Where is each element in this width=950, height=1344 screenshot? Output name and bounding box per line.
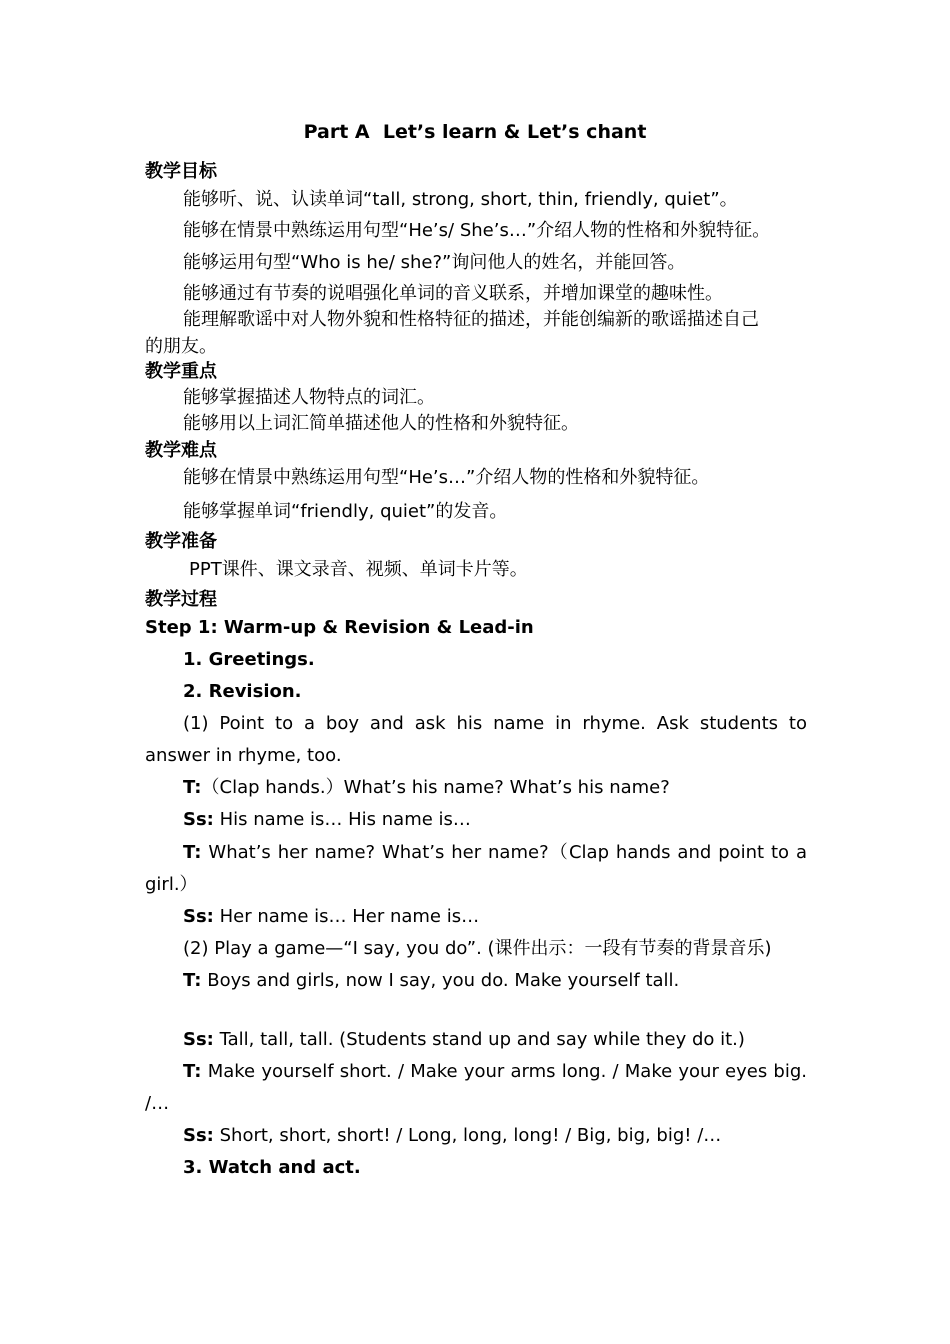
goal-item: 能够通过有节奏的说唱强化单词的音义联系，并增加课堂的趣味性。	[183, 283, 723, 304]
goal-item: 能理解歌谣中对人物外貌和性格特征的描述，并能创编新的歌谣描述自己	[183, 309, 759, 330]
speaker-label: Ss:	[183, 906, 214, 927]
dialogue-text: His name is… His name is…	[219, 809, 471, 830]
dialogue-text: Make yourself short. / Make your arms long. / Make your eyes big. /…	[145, 1061, 807, 1114]
revision-subheading: 2. Revision.	[183, 681, 302, 702]
difficulty-item: 能够掌握单词“friendly, quiet”的发音。	[183, 501, 508, 522]
difficulties-heading: 教学难点	[145, 440, 217, 461]
speaker-label: T:	[183, 1061, 202, 1082]
key-points-heading: 教学重点	[145, 361, 217, 382]
goals-heading: 教学目标	[145, 161, 217, 182]
step-1-heading: Step 1: Warm-up & Revision & Lead-in	[145, 617, 534, 638]
speaker-label: T:	[183, 842, 202, 863]
dialogue-line	[183, 969, 679, 993]
dialogue-text: （Clap hands.）What’s his name? What’s his name?	[201, 777, 670, 798]
dialogue-line	[183, 1124, 721, 1148]
key-point-item: 能够用以上词汇简单描述他人的性格和外貌特征。	[183, 413, 579, 434]
process-heading: 教学过程	[145, 589, 217, 610]
goal-item: 能够在情景中熟练运用句型“He’s/ She’s…”介绍人物的性格和外貌特征。	[183, 220, 771, 241]
dialogue-line	[183, 905, 479, 929]
dialogue-line-wrapped	[145, 837, 807, 901]
revision-paragraph-1: (1) Point to a boy and ask his name in rhyme. Ask students to answer in rhyme, too.	[145, 713, 807, 766]
game-paragraph: (2) Play a game—“I say, you do”. (课件出示：一段有节奏的背景音乐)	[183, 938, 772, 959]
dialogue-line	[183, 808, 471, 832]
watch-act-subheading: 3. Watch and act.	[183, 1157, 361, 1178]
dialogue-text: Short, short, short! / Long, long, long! / Big, big, big! /…	[219, 1125, 722, 1146]
greetings-subheading: 1. Greetings.	[183, 649, 315, 670]
goal-item: 能够运用句型“Who is he/ she?”询问他人的姓名，并能回答。	[183, 252, 686, 273]
dialogue-line-wrapped	[145, 1056, 807, 1120]
difficulty-item: 能够在情景中熟练运用句型“He’s…”介绍人物的性格和外貌特征。	[183, 467, 710, 488]
speaker-label: T:	[183, 777, 202, 798]
dialogue-text: Boys and girls, now I say, you do. Make yourself tall.	[207, 970, 680, 991]
speaker-label: Ss:	[183, 1029, 214, 1050]
dialogue-text: What’s her name? What’s her name?（Clap hands and point to a girl.）	[145, 842, 807, 895]
goal-item: 能够听、说、认读单词“tall, strong, short, thin, friendly, quiet”。	[183, 189, 738, 210]
dialogue-line	[183, 1028, 745, 1052]
preparation-heading: 教学准备	[145, 531, 217, 552]
page-title: Part A Let’s learn & Let’s chant	[303, 121, 647, 143]
goal-item-continuation: 的朋友。	[145, 336, 217, 357]
key-point-item: 能够掌握描述人物特点的词汇。	[183, 387, 435, 408]
speaker-label: T:	[183, 970, 202, 991]
dialogue-text: Tall, tall, tall. (Students stand up and say while they do it.)	[219, 1029, 745, 1050]
speaker-label: Ss:	[183, 1125, 214, 1146]
dialogue-line	[183, 776, 670, 800]
dialogue-text: Her name is… Her name is…	[219, 906, 480, 927]
preparation-item: PPT课件、课文录音、视频、单词卡片等。	[189, 559, 528, 580]
speaker-label: Ss:	[183, 809, 214, 830]
